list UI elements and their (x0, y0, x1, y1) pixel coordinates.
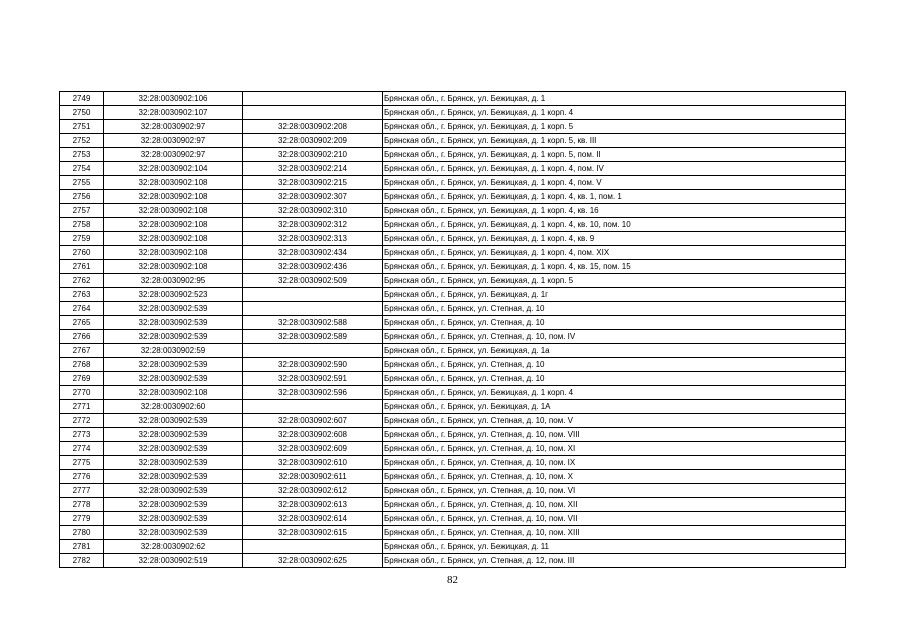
address-cell: Брянская обл., г. Брянск, ул. Бежицкая, д. 1 корп. 4, кв. 9 (383, 232, 846, 246)
row-number-cell: 2761 (60, 260, 104, 274)
linked-cadastral-number-cell: 32:28:0030902:625 (243, 554, 383, 568)
linked-cadastral-number-cell: 32:28:0030902:615 (243, 526, 383, 540)
property-registry-table (59, 91, 846, 568)
address-cell: Брянская обл., г. Брянск, ул. Бежицкая, д. 1 корп. 4, кв. 1, пом. 1 (383, 190, 846, 204)
table-row (60, 386, 846, 400)
row-number-cell: 2780 (60, 526, 104, 540)
row-number-cell: 2778 (60, 498, 104, 512)
table-row (60, 232, 846, 246)
address-cell: Брянская обл., г. Брянск, ул. Степная, д. 10, пом. X (383, 470, 846, 484)
address-cell: Брянская обл., г. Брянск, ул. Бежицкая, д. 1 корп. 4, кв. 16 (383, 204, 846, 218)
row-number-cell: 2765 (60, 316, 104, 330)
linked-cadastral-number-cell: 32:28:0030902:591 (243, 372, 383, 386)
address-cell: Брянская обл., г. Брянск, ул. Бежицкая, д. 1 корп. 4, пом. IV (383, 162, 846, 176)
table-row (60, 246, 846, 260)
table-row (60, 554, 846, 568)
registry-table-body (60, 92, 846, 568)
row-number-cell: 2776 (60, 470, 104, 484)
address-cell: Брянская обл., г. Брянск, ул. Степная, д. 12, пом. III (383, 554, 846, 568)
table-row (60, 274, 846, 288)
row-number-cell: 2751 (60, 120, 104, 134)
cadastral-number-cell: 32:28:0030902:108 (104, 260, 243, 274)
cadastral-number-cell: 32:28:0030902:108 (104, 218, 243, 232)
table-row (60, 358, 846, 372)
table-row (60, 540, 846, 554)
linked-cadastral-number-cell: 32:28:0030902:596 (243, 386, 383, 400)
cadastral-number-cell: 32:28:0030902:104 (104, 162, 243, 176)
linked-cadastral-number-cell: 32:28:0030902:208 (243, 120, 383, 134)
linked-cadastral-number-cell: 32:28:0030902:436 (243, 260, 383, 274)
cadastral-number-cell: 32:28:0030902:519 (104, 554, 243, 568)
linked-cadastral-number-cell (243, 288, 383, 302)
table-row (60, 330, 846, 344)
table-row (60, 470, 846, 484)
page-number: 82 (447, 574, 458, 586)
linked-cadastral-number-cell: 32:28:0030902:588 (243, 316, 383, 330)
address-cell: Брянская обл., г. Брянск, ул. Бежицкая, д. 11 (383, 540, 846, 554)
cadastral-number-cell: 32:28:0030902:539 (104, 330, 243, 344)
linked-cadastral-number-cell: 32:28:0030902:612 (243, 484, 383, 498)
linked-cadastral-number-cell: 32:28:0030902:313 (243, 232, 383, 246)
cadastral-number-cell: 32:28:0030902:539 (104, 470, 243, 484)
linked-cadastral-number-cell: 32:28:0030902:209 (243, 134, 383, 148)
row-number-cell: 2773 (60, 428, 104, 442)
cadastral-number-cell: 32:28:0030902:539 (104, 526, 243, 540)
row-number-cell: 2779 (60, 512, 104, 526)
table-row (60, 134, 846, 148)
table-row (60, 484, 846, 498)
cadastral-number-cell: 32:28:0030902:539 (104, 316, 243, 330)
row-number-cell: 2777 (60, 484, 104, 498)
row-number-cell: 2763 (60, 288, 104, 302)
cadastral-number-cell: 32:28:0030902:107 (104, 106, 243, 120)
linked-cadastral-number-cell: 32:28:0030902:611 (243, 470, 383, 484)
cadastral-number-cell: 32:28:0030902:539 (104, 428, 243, 442)
table-row (60, 288, 846, 302)
address-cell: Брянская обл., г. Брянск, ул. Бежицкая, д. 1 корп. 5 (383, 274, 846, 288)
address-cell: Брянская обл., г. Брянск, ул. Степная, д. 10, пом. XIII (383, 526, 846, 540)
linked-cadastral-number-cell (243, 540, 383, 554)
table-row (60, 92, 846, 106)
row-number-cell: 2755 (60, 176, 104, 190)
row-number-cell: 2768 (60, 358, 104, 372)
table-row (60, 260, 846, 274)
row-number-cell: 2766 (60, 330, 104, 344)
address-cell: Брянская обл., г. Брянск, ул. Бежицкая, д. 1 корп. 4, кв. 10, пом. 10 (383, 218, 846, 232)
table-row (60, 190, 846, 204)
table-row (60, 148, 846, 162)
row-number-cell: 2749 (60, 92, 104, 106)
cadastral-number-cell: 32:28:0030902:539 (104, 512, 243, 526)
table-row (60, 176, 846, 190)
cadastral-number-cell: 32:28:0030902:539 (104, 372, 243, 386)
address-cell: Брянская обл., г. Брянск, ул. Бежицкая, д. 1А (383, 400, 846, 414)
table-row (60, 428, 846, 442)
cadastral-number-cell: 32:28:0030902:539 (104, 442, 243, 456)
cadastral-number-cell: 32:28:0030902:108 (104, 246, 243, 260)
row-number-cell: 2754 (60, 162, 104, 176)
row-number-cell: 2767 (60, 344, 104, 358)
address-cell: Брянская обл., г. Брянск, ул. Бежицкая, д. 1 корп. 4, пом. V (383, 176, 846, 190)
table-row (60, 218, 846, 232)
address-cell: Брянская обл., г. Брянск, ул. Бежицкая, д. 1 корп. 4, кв. 15, пом. 15 (383, 260, 846, 274)
linked-cadastral-number-cell: 32:28:0030902:310 (243, 204, 383, 218)
linked-cadastral-number-cell: 32:28:0030902:610 (243, 456, 383, 470)
address-cell: Брянская обл., г. Брянск, ул. Степная, д. 10 (383, 372, 846, 386)
cadastral-number-cell: 32:28:0030902:97 (104, 134, 243, 148)
cadastral-number-cell: 32:28:0030902:539 (104, 456, 243, 470)
linked-cadastral-number-cell: 32:28:0030902:608 (243, 428, 383, 442)
linked-cadastral-number-cell: 32:28:0030902:607 (243, 414, 383, 428)
cadastral-number-cell: 32:28:0030902:539 (104, 302, 243, 316)
cadastral-number-cell: 32:28:0030902:539 (104, 414, 243, 428)
table-row (60, 316, 846, 330)
table-row (60, 372, 846, 386)
address-cell: Брянская обл., г. Брянск, ул. Степная, д. 10 (383, 302, 846, 316)
linked-cadastral-number-cell: 32:28:0030902:613 (243, 498, 383, 512)
cadastral-number-cell: 32:28:0030902:108 (104, 190, 243, 204)
address-cell: Брянская обл., г. Брянск, ул. Бежицкая, д. 1 (383, 92, 846, 106)
cadastral-number-cell: 32:28:0030902:108 (104, 204, 243, 218)
table-row (60, 526, 846, 540)
row-number-cell: 2757 (60, 204, 104, 218)
table-row (60, 456, 846, 470)
cadastral-number-cell: 32:28:0030902:108 (104, 386, 243, 400)
address-cell: Брянская обл., г. Брянск, ул. Бежицкая, д. 1 корп. 5, кв. III (383, 134, 846, 148)
table-row (60, 414, 846, 428)
table-row (60, 344, 846, 358)
address-cell: Брянская обл., г. Брянск, ул. Бежицкая, д. 1г (383, 288, 846, 302)
row-number-cell: 2758 (60, 218, 104, 232)
row-number-cell: 2774 (60, 442, 104, 456)
row-number-cell: 2756 (60, 190, 104, 204)
linked-cadastral-number-cell: 32:28:0030902:614 (243, 512, 383, 526)
cadastral-number-cell: 32:28:0030902:108 (104, 176, 243, 190)
linked-cadastral-number-cell: 32:28:0030902:590 (243, 358, 383, 372)
row-number-cell: 2759 (60, 232, 104, 246)
table-row (60, 204, 846, 218)
table-row (60, 442, 846, 456)
linked-cadastral-number-cell: 32:28:0030902:215 (243, 176, 383, 190)
address-cell: Брянская обл., г. Брянск, ул. Степная, д. 10, пом. IV (383, 330, 846, 344)
address-cell: Брянская обл., г. Брянск, ул. Бежицкая, д. 1 корп. 4 (383, 386, 846, 400)
cadastral-number-cell: 32:28:0030902:60 (104, 400, 243, 414)
address-cell: Брянская обл., г. Брянск, ул. Бежицкая, д. 1а (383, 344, 846, 358)
linked-cadastral-number-cell (243, 302, 383, 316)
address-cell: Брянская обл., г. Брянск, ул. Бежицкая, д. 1 корп. 4 (383, 106, 846, 120)
row-number-cell: 2772 (60, 414, 104, 428)
linked-cadastral-number-cell: 32:28:0030902:210 (243, 148, 383, 162)
table-row (60, 120, 846, 134)
address-cell: Брянская обл., г. Брянск, ул. Степная, д. 10, пом. VIII (383, 428, 846, 442)
row-number-cell: 2752 (60, 134, 104, 148)
linked-cadastral-number-cell (243, 344, 383, 358)
row-number-cell: 2775 (60, 456, 104, 470)
cadastral-number-cell: 32:28:0030902:97 (104, 148, 243, 162)
cadastral-number-cell: 32:28:0030902:97 (104, 120, 243, 134)
row-number-cell: 2762 (60, 274, 104, 288)
cadastral-number-cell: 32:28:0030902:62 (104, 540, 243, 554)
table-row (60, 400, 846, 414)
address-cell: Брянская обл., г. Брянск, ул. Степная, д. 10, пом. XII (383, 498, 846, 512)
linked-cadastral-number-cell: 32:28:0030902:434 (243, 246, 383, 260)
table-row (60, 302, 846, 316)
address-cell: Брянская обл., г. Брянск, ул. Степная, д. 10, пом. V (383, 414, 846, 428)
linked-cadastral-number-cell: 32:28:0030902:307 (243, 190, 383, 204)
address-cell: Брянская обл., г. Брянск, ул. Степная, д. 10 (383, 316, 846, 330)
cadastral-number-cell: 32:28:0030902:95 (104, 274, 243, 288)
table-row (60, 162, 846, 176)
cadastral-number-cell: 32:28:0030902:59 (104, 344, 243, 358)
cadastral-number-cell: 32:28:0030902:108 (104, 232, 243, 246)
table-row (60, 498, 846, 512)
address-cell: Брянская обл., г. Брянск, ул. Степная, д. 10, пом. XI (383, 442, 846, 456)
cadastral-number-cell: 32:28:0030902:106 (104, 92, 243, 106)
table-row (60, 512, 846, 526)
row-number-cell: 2770 (60, 386, 104, 400)
cadastral-number-cell: 32:28:0030902:539 (104, 484, 243, 498)
address-cell: Брянская обл., г. Брянск, ул. Степная, д. 10, пом. VII (383, 512, 846, 526)
linked-cadastral-number-cell: 32:28:0030902:609 (243, 442, 383, 456)
linked-cadastral-number-cell: 32:28:0030902:312 (243, 218, 383, 232)
cadastral-number-cell: 32:28:0030902:539 (104, 498, 243, 512)
linked-cadastral-number-cell: 32:28:0030902:214 (243, 162, 383, 176)
row-number-cell: 2781 (60, 540, 104, 554)
row-number-cell: 2782 (60, 554, 104, 568)
address-cell: Брянская обл., г. Брянск, ул. Степная, д. 10, пом. IX (383, 456, 846, 470)
address-cell: Брянская обл., г. Брянск, ул. Бежицкая, д. 1 корп. 5, пом. II (383, 148, 846, 162)
row-number-cell: 2750 (60, 106, 104, 120)
address-cell: Брянская обл., г. Брянск, ул. Степная, д. 10 (383, 358, 846, 372)
row-number-cell: 2764 (60, 302, 104, 316)
row-number-cell: 2753 (60, 148, 104, 162)
linked-cadastral-number-cell (243, 400, 383, 414)
cadastral-number-cell: 32:28:0030902:523 (104, 288, 243, 302)
linked-cadastral-number-cell (243, 106, 383, 120)
address-cell: Брянская обл., г. Брянск, ул. Бежицкая, д. 1 корп. 5 (383, 120, 846, 134)
address-cell: Брянская обл., г. Брянск, ул. Бежицкая, д. 1 корп. 4, пом. XIX (383, 246, 846, 260)
linked-cadastral-number-cell (243, 92, 383, 106)
linked-cadastral-number-cell: 32:28:0030902:589 (243, 330, 383, 344)
linked-cadastral-number-cell: 32:28:0030902:509 (243, 274, 383, 288)
table-row (60, 106, 846, 120)
row-number-cell: 2771 (60, 400, 104, 414)
cadastral-number-cell: 32:28:0030902:539 (104, 358, 243, 372)
row-number-cell: 2760 (60, 246, 104, 260)
address-cell: Брянская обл., г. Брянск, ул. Степная, д. 10, пом. VI (383, 484, 846, 498)
row-number-cell: 2769 (60, 372, 104, 386)
